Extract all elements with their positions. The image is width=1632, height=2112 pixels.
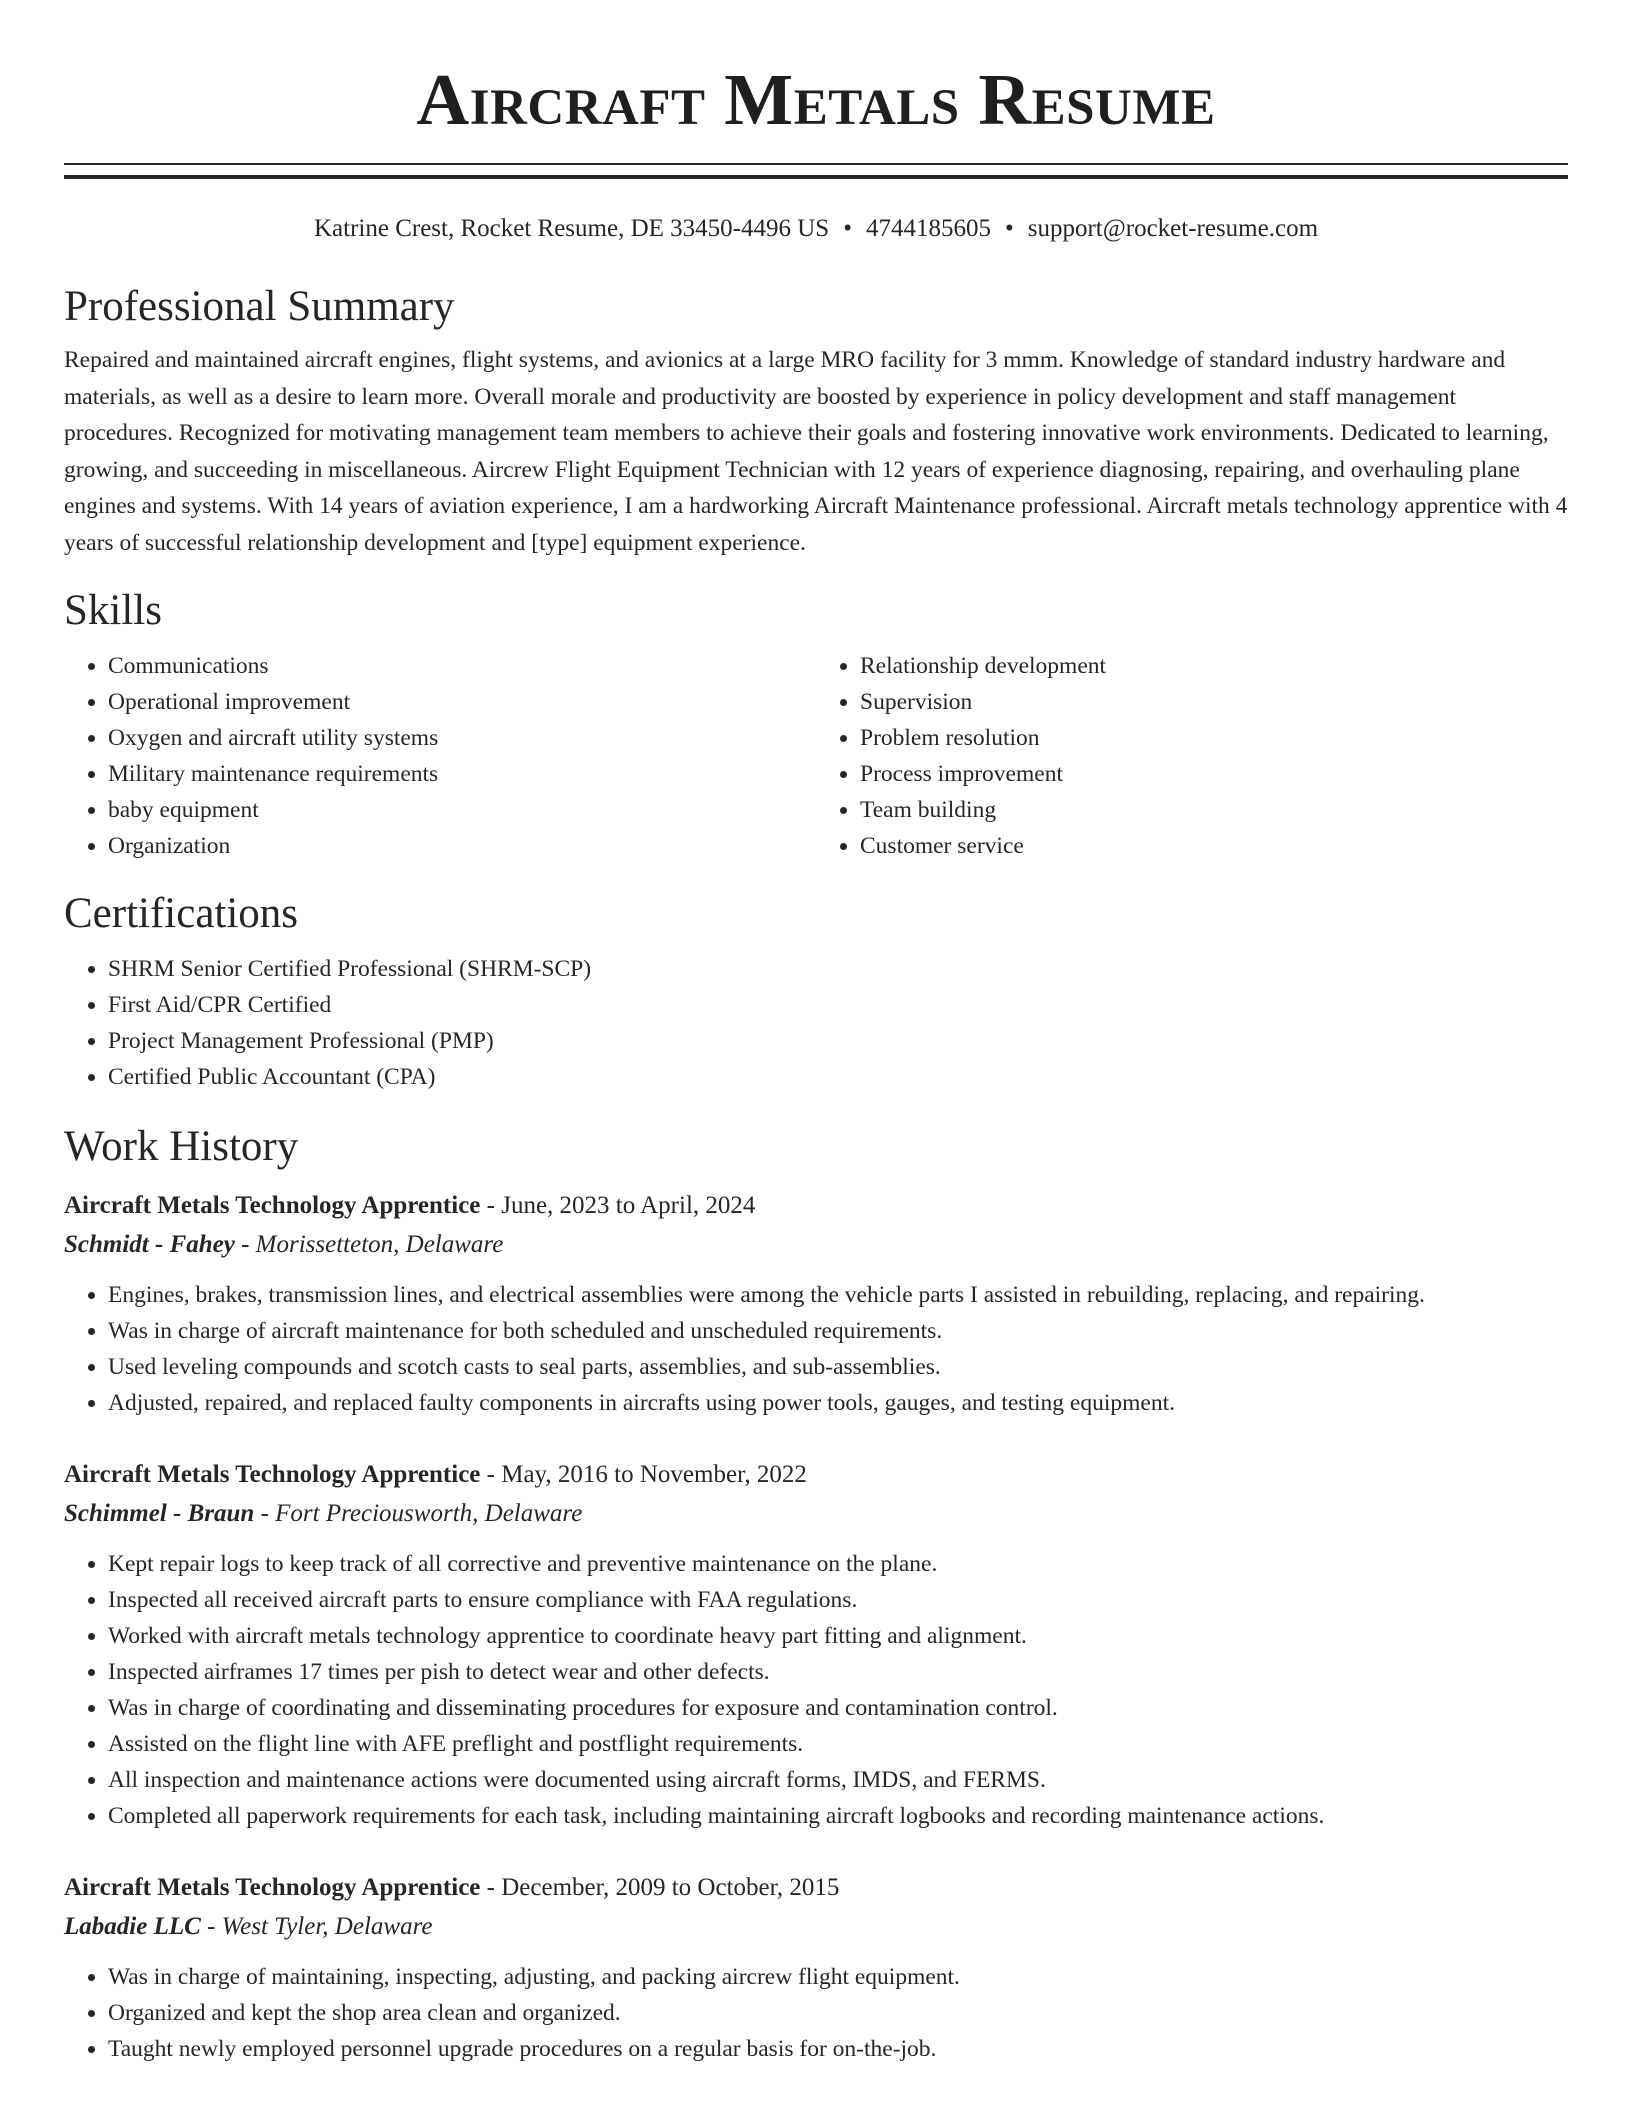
contact-address: Katrine Crest, Rocket Resume, DE 33450-4496 US: [313, 215, 830, 242]
job-bullet: • Engines, brakes, transmission lines, and electrical assemblies were among the vehicle parts I assisted in rebuilding, replacing, and repairing.: [108, 1277, 1568, 1313]
skill-item: • Organization: [108, 828, 816, 864]
job-location: - Fort Preciousworth, Delaware: [254, 1500, 583, 1527]
certifications-list: [64, 951, 1568, 1095]
skill-item: • Team building: [860, 792, 1568, 828]
skills-left-list: [64, 648, 816, 864]
job-role: Aircraft Metals Technology Apprentice: [64, 1192, 481, 1219]
job-entry: [64, 1868, 1568, 2067]
summary-text: Repaired and maintained aircraft engines, flight systems, and avionics at a large MRO facility for 3 mmm. Knowledge of standard industry hardware and materials, as well as a desire to learn more. Overall morale and productivity are boosted by experience in policy development and staff management procedures. Recognized for motivating management team members to achieve their goals and fostering innovative work environments. Dedicated to learning, growing, and succeeding in miscellaneous. Aircrew Flight Equipment Technician with 12 years of experience diagnosing, repairing, and overhauling plane engines and systems. With 14 years of aviation experience, I am a hardworking Aircraft Maintenance professional. Aircraft metals technology apprentice with 4 years of successful relationship development and [type] equipment experience.: [64, 347, 1568, 556]
skill-item: • Supervision: [860, 684, 1568, 720]
resume-title: Aircraft Metals Resume: [416, 59, 1216, 140]
skill-item: • baby equipment: [108, 792, 816, 828]
job-location: - Morissetteton, Delaware: [234, 1231, 504, 1258]
job-company: Schimmel - Braun: [64, 1500, 255, 1527]
skills-grid: [64, 648, 1568, 864]
job-bullet: • Inspected airframes 17 times per pish to detect wear and other defects.: [108, 1654, 1568, 1690]
job-company: Labadie LLC: [64, 1913, 201, 1940]
job-bullet: • Was in charge of coordinating and disseminating procedures for exposure and contamination control.: [108, 1690, 1568, 1726]
contact-phone: 4744185605: [865, 215, 991, 242]
contact-line: [64, 214, 1568, 244]
job-bullets: [64, 1959, 1568, 2067]
job-company-line: [64, 1494, 1568, 1533]
job-bullet: • Taught newly employed personnel upgrade procedures on a regular basis for on-the-job.: [108, 2031, 1568, 2067]
skill-item: • Relationship development: [860, 648, 1568, 684]
skill-item: • Problem resolution: [860, 720, 1568, 756]
job-dates: - May, 2016 to November, 2022: [480, 1461, 807, 1488]
job-bullet: • Inspected all received aircraft parts to ensure compliance with FAA regulations.: [108, 1582, 1568, 1618]
skill-item: • Communications: [108, 648, 816, 684]
certifications-heading: Certifications: [64, 890, 299, 937]
title-divider: [64, 163, 1568, 179]
job-location: - West Tyler, Delaware: [200, 1913, 433, 1940]
summary-heading: Professional Summary: [64, 283, 455, 330]
job-title-line: [64, 1868, 1568, 1907]
contact-separator: •: [1004, 215, 1014, 242]
certification-item: • First Aid/CPR Certified: [108, 987, 1568, 1023]
job-bullet: • Completed all paperwork requirements for each task, including maintaining aircraft logbooks and recording maintenance actions.: [108, 1798, 1568, 1834]
certification-item: • SHRM Senior Certified Professional (SHRM-SCP): [108, 951, 1568, 987]
job-dates: - June, 2023 to April, 2024: [480, 1192, 756, 1219]
job-entry: [64, 1455, 1568, 1834]
job-bullet: • Kept repair logs to keep track of all corrective and preventive maintenance on the plane.: [108, 1546, 1568, 1582]
job-bullet: • Adjusted, repaired, and replaced faulty components in aircrafts using power tools, gauges, and testing equipment.: [108, 1385, 1568, 1421]
job-bullet: • Organized and kept the shop area clean and organized.: [108, 1995, 1568, 2031]
job-entry: [64, 1186, 1568, 1421]
job-bullet: • Assisted on the flight line with AFE preflight and postflight requirements.: [108, 1726, 1568, 1762]
job-company-line: [64, 1225, 1568, 1264]
certification-item: • Project Management Professional (PMP): [108, 1023, 1568, 1059]
job-company: Schmidt - Fahey: [64, 1231, 235, 1258]
job-title-line: [64, 1186, 1568, 1225]
job-bullet: • Used leveling compounds and scotch casts to seal parts, assemblies, and sub-assemblies.: [108, 1349, 1568, 1385]
contact-email: support@rocket-resume.com: [1027, 215, 1319, 242]
skills-heading: Skills: [64, 587, 162, 634]
job-title-line: [64, 1455, 1568, 1494]
skill-item: • Operational improvement: [108, 684, 816, 720]
skill-item: • Customer service: [860, 828, 1568, 864]
job-company-line: [64, 1907, 1568, 1946]
skill-item: • Process improvement: [860, 756, 1568, 792]
job-dates: - December, 2009 to October, 2015: [480, 1874, 840, 1901]
skills-right-list: [816, 648, 1568, 864]
skill-item: • Military maintenance requirements: [108, 756, 816, 792]
job-role: Aircraft Metals Technology Apprentice: [64, 1461, 481, 1488]
job-bullet: • All inspection and maintenance actions were documented using aircraft forms, IMDS, and FERMS.: [108, 1762, 1568, 1798]
certification-item: • Certified Public Accountant (CPA): [108, 1059, 1568, 1095]
job-bullet: • Worked with aircraft metals technology apprentice to coordinate heavy part fitting and alignment.: [108, 1618, 1568, 1654]
work-history-heading: Work History: [64, 1123, 299, 1170]
contact-separator: •: [843, 215, 852, 242]
job-bullet: • Was in charge of aircraft maintenance for both scheduled and unscheduled requirements.: [108, 1313, 1568, 1349]
job-bullet: • Was in charge of maintaining, inspecting, adjusting, and packing aircrew flight equipment.: [108, 1959, 1568, 1995]
job-role: Aircraft Metals Technology Apprentice: [64, 1874, 481, 1901]
job-bullets: [64, 1546, 1568, 1834]
skill-item: • Oxygen and aircraft utility systems: [108, 720, 816, 756]
job-bullets: [64, 1277, 1568, 1421]
